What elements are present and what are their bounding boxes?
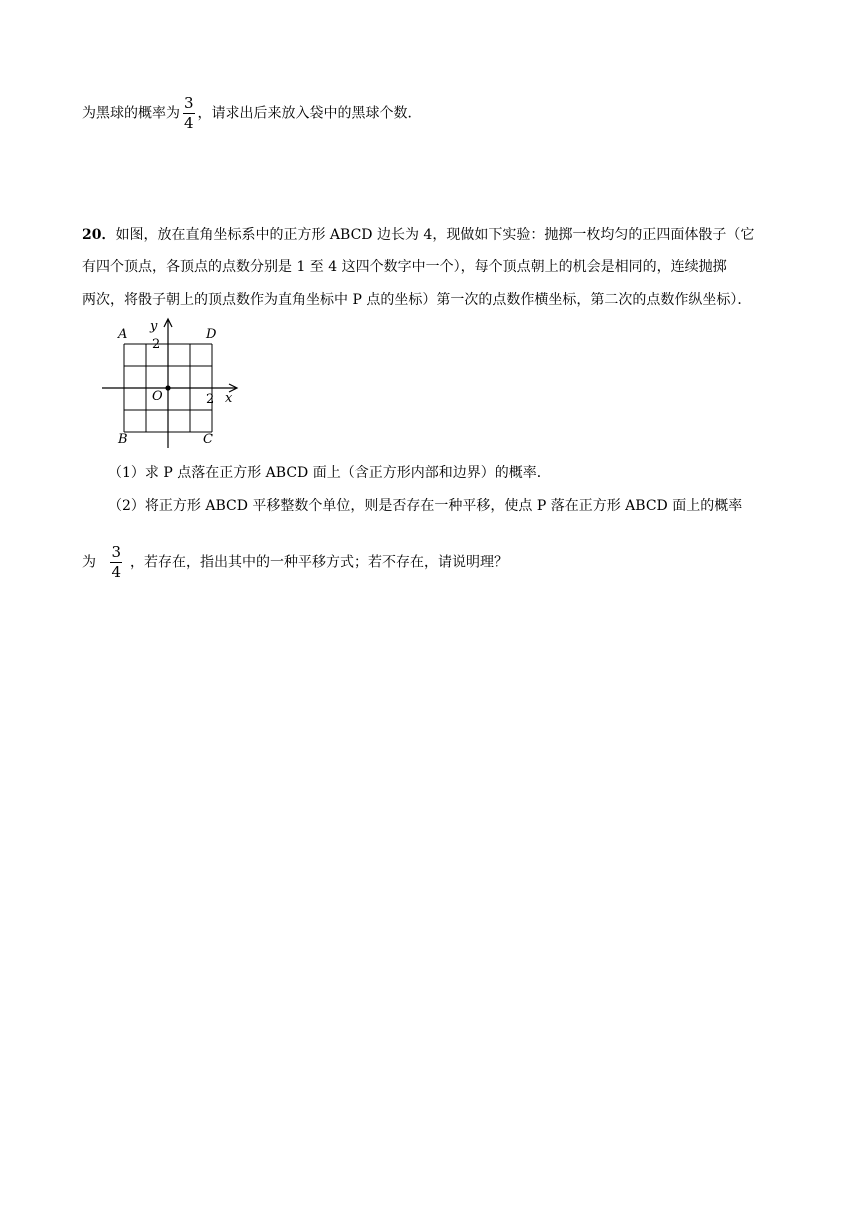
- fraction: [110, 544, 122, 581]
- coordinate-figure: [98, 316, 243, 448]
- fraction: [183, 95, 195, 132]
- q20-part1: （1）求 P 点落在正方形 ABCD 面上（含正方形内部和边界）的概率．: [108, 465, 551, 481]
- label-D: D: [206, 327, 217, 342]
- tick-label-x: 2: [206, 392, 215, 407]
- tick-label-y: 2: [152, 337, 161, 352]
- label-O: O: [152, 389, 163, 404]
- top-prefix: 为黑球的概率为: [82, 105, 180, 122]
- label-x: x: [225, 391, 233, 406]
- origin-dot: [165, 385, 170, 390]
- q20-line2: 有四个顶点，各顶点的点数分别是 1 至 4 这四个数字中一个），每个顶点朝上的机会是相同的，连续抛掷: [82, 259, 727, 275]
- top-suffix: ，请求出后来放入袋中的黑球个数．: [197, 105, 422, 122]
- question-number: 20．: [82, 227, 116, 243]
- label-A: A: [118, 327, 128, 342]
- q20-part2: （2）将正方形 ABCD 平移整数个单位，则是否存在一种平移，使点 P 落在正方形 ABCD 面上的概率: [108, 498, 743, 514]
- part2b-suffix: ，若存在，指出其中的一种平移方式；若不存在，请说明理？: [130, 554, 508, 571]
- label-y: y: [150, 319, 158, 334]
- q20-part2-cont: [82, 544, 508, 581]
- fraction-numerator: 3: [184, 94, 194, 112]
- fraction-denominator: 4: [184, 114, 194, 132]
- label-C: C: [203, 432, 213, 447]
- q20-text-line1: 如图，放在直角坐标系中的正方形 ABCD 边长为 4，现做如下实验：抛掷一枚均匀的正四面体骰子（它: [115, 227, 755, 243]
- fraction-denominator: 4: [111, 563, 121, 581]
- top-line: [82, 95, 422, 132]
- part2b-prefix: 为: [82, 554, 96, 571]
- q20-line3: 两次，将骰子朝上的顶点数作为直角坐标中 P 点的坐标）第一次的点数作横坐标，第二次的点数作纵坐标）．: [82, 292, 752, 308]
- q20-line1: [82, 225, 754, 245]
- label-B: B: [118, 432, 128, 447]
- fraction-numerator: 3: [111, 543, 121, 561]
